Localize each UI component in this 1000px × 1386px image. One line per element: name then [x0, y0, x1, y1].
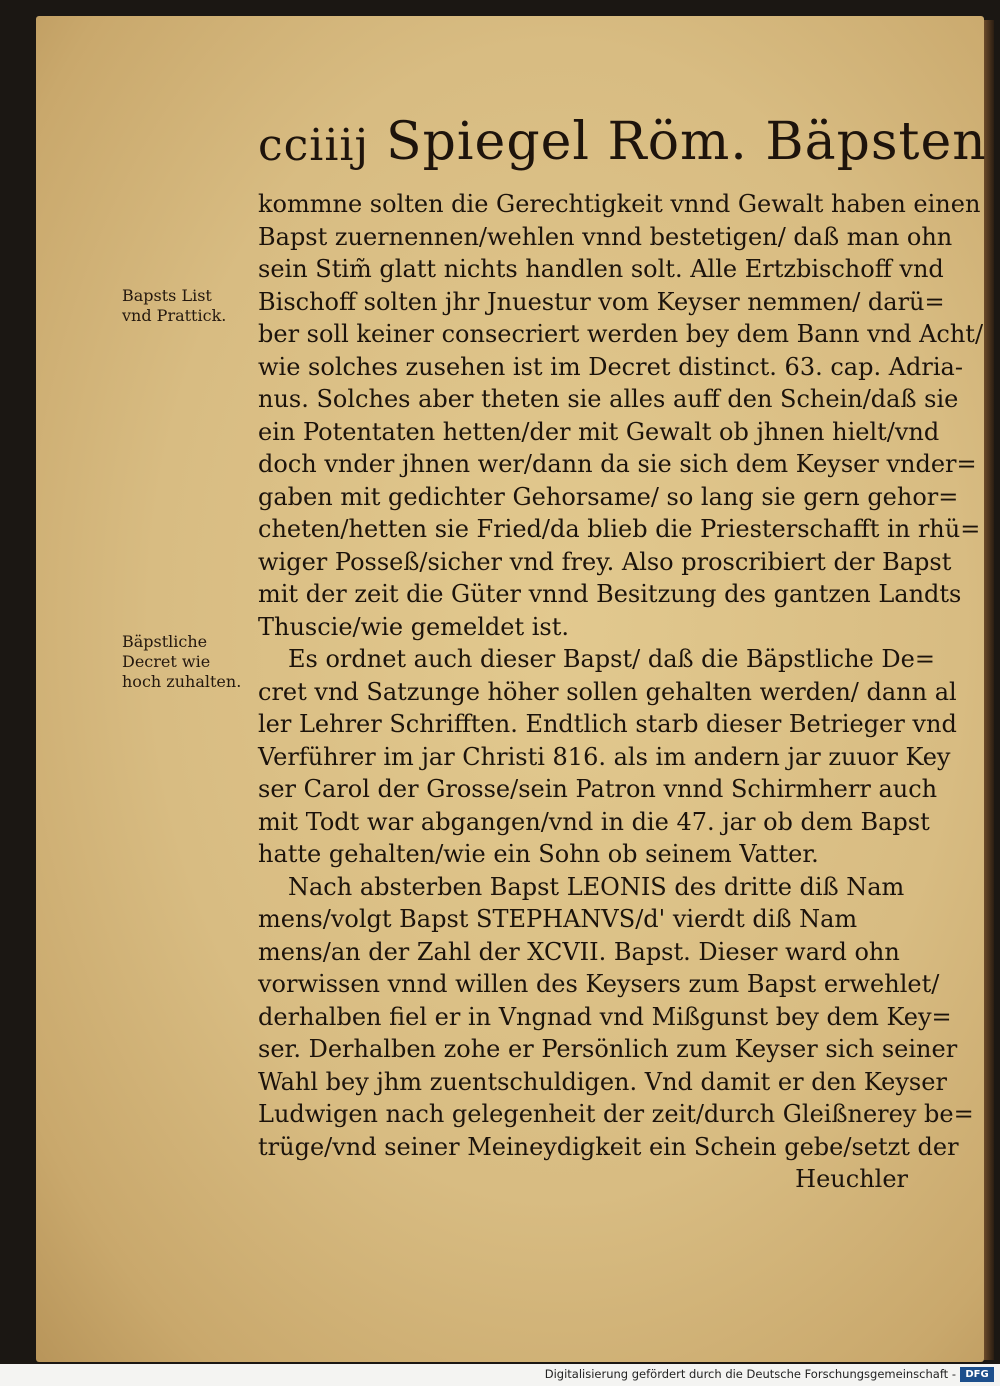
text-line: kommne solten die Gerechtigkeit vnnd Gewalt haben einen — [258, 190, 981, 218]
text-line: ber soll keiner consecriert werden bey dem Bann vnd Acht/ — [258, 320, 984, 348]
text-line: doch vnder jhnen wer/dann da sie sich dem Keyser vnder= — [258, 450, 977, 478]
text-line: cret vnd Satzunge höher sollen gehalten werden/ dann al — [258, 677, 957, 706]
text-line: Thuscie/wie gemeldet ist. — [258, 612, 570, 641]
text-line: gaben mit gedichter Gehorsame/ so lang sie gern gehor= — [258, 482, 959, 511]
text-line: wie solches zusehen ist im Decret distinct. 63. cap. Adria- — [258, 352, 963, 381]
dfg-logo: DFG — [960, 1367, 994, 1382]
marginal-note — [122, 632, 254, 692]
text-line: Nach absterben Bapst LEONIS des dritte diß Nam — [288, 872, 905, 901]
marginal-note-line: vnd Prattick. — [122, 306, 227, 325]
text-line: sein Stim̃ glatt nichts handlen solt. Alle Ertzbischoff vnd — [258, 255, 944, 283]
text-line: Bischoff solten jhr Jnuestur vom Keyser nemmen/ darü= — [258, 287, 945, 316]
marginal-note-line: Bapsts List — [122, 286, 212, 305]
body-text — [258, 188, 984, 1196]
marginal-note-line: Decret wie — [122, 652, 211, 671]
text-line: derhalben fiel er in Vngnad vnd Mißgunst bey dem Key= — [258, 1002, 952, 1031]
footer-bar — [0, 1364, 1000, 1386]
text-line: ser. Derhalben zohe er Persönlich zum Keyser sich seiner — [258, 1035, 958, 1063]
marginal-note-line: Bäpstliche — [122, 632, 208, 651]
text-line: mens/volgt Bapst STEPHANVS/d' vierdt diß Nam — [258, 905, 858, 933]
text-line: ein Potentaten hetten/der mit Gewalt ob jhnen hielt/vnd — [258, 417, 940, 446]
text-line: Es ordnet auch dieser Bapst/ daß die Bäpstliche De= — [288, 645, 935, 673]
folio-number: cciiij — [258, 120, 370, 171]
page-edge — [984, 20, 994, 1360]
text-line: Verführer im jar Christi 816. als im andern jar zuuor Key — [258, 742, 951, 771]
marginal-note-line: hoch zuhalten. — [122, 672, 242, 691]
text-line: mens/an der Zahl der XCVII. Bapst. Dieser ward ohn — [258, 937, 900, 966]
marginal-note — [122, 286, 254, 326]
text-line: wiger Posseß/sicher vnd frey. Also proscribiert der Bapst — [258, 547, 952, 576]
text-line: Wahl bey jhm zuentschuldigen. Vnd damit er den Keyser — [258, 1067, 947, 1096]
catchword: Heuchler — [795, 1165, 908, 1193]
text-line: mit Todt war abgangen/vnd in die 47. jar ob dem Bapst — [258, 807, 930, 836]
text-line: nus. Solches aber theten sie alles auff den Schein/daß sie — [258, 385, 959, 413]
text-line: hatte gehalten/wie ein Sohn ob seinem Vatter. — [258, 840, 819, 868]
text-line: ser Carol der Grosse/sein Patron vnnd Schirmherr auch — [258, 775, 938, 803]
text-line: Bapst zuernennen/wehlen vnnd bestetigen/ daß man ohn — [258, 222, 953, 251]
text-line: cheten/hetten sie Fried/da blieb die Priesterschafft in rhü= — [258, 515, 981, 543]
running-head — [258, 112, 987, 184]
text-line: ler Lehrer Schrifften. Endtlich starb dieser Betrieger vnd — [258, 710, 957, 738]
text-line: vorwissen vnnd willen des Keysers zum Bapst erwehlet/ — [258, 970, 940, 998]
text-line: mit der zeit die Güter vnnd Besitzung des gantzen Landts — [258, 580, 962, 608]
running-title: Spiegel Röm. Bäpsten — [386, 112, 987, 172]
text-line: trüge/vnd seiner Meineydigkeit ein Schein gebe/setzt der — [258, 1132, 959, 1161]
footer-credit: Digitalisierung gefördert durch die Deutsche Forschungsgemeinschaft - — [544, 1367, 956, 1381]
text-line: Ludwigen nach gelegenheit der zeit/durch Gleißnerey be= — [258, 1100, 974, 1128]
